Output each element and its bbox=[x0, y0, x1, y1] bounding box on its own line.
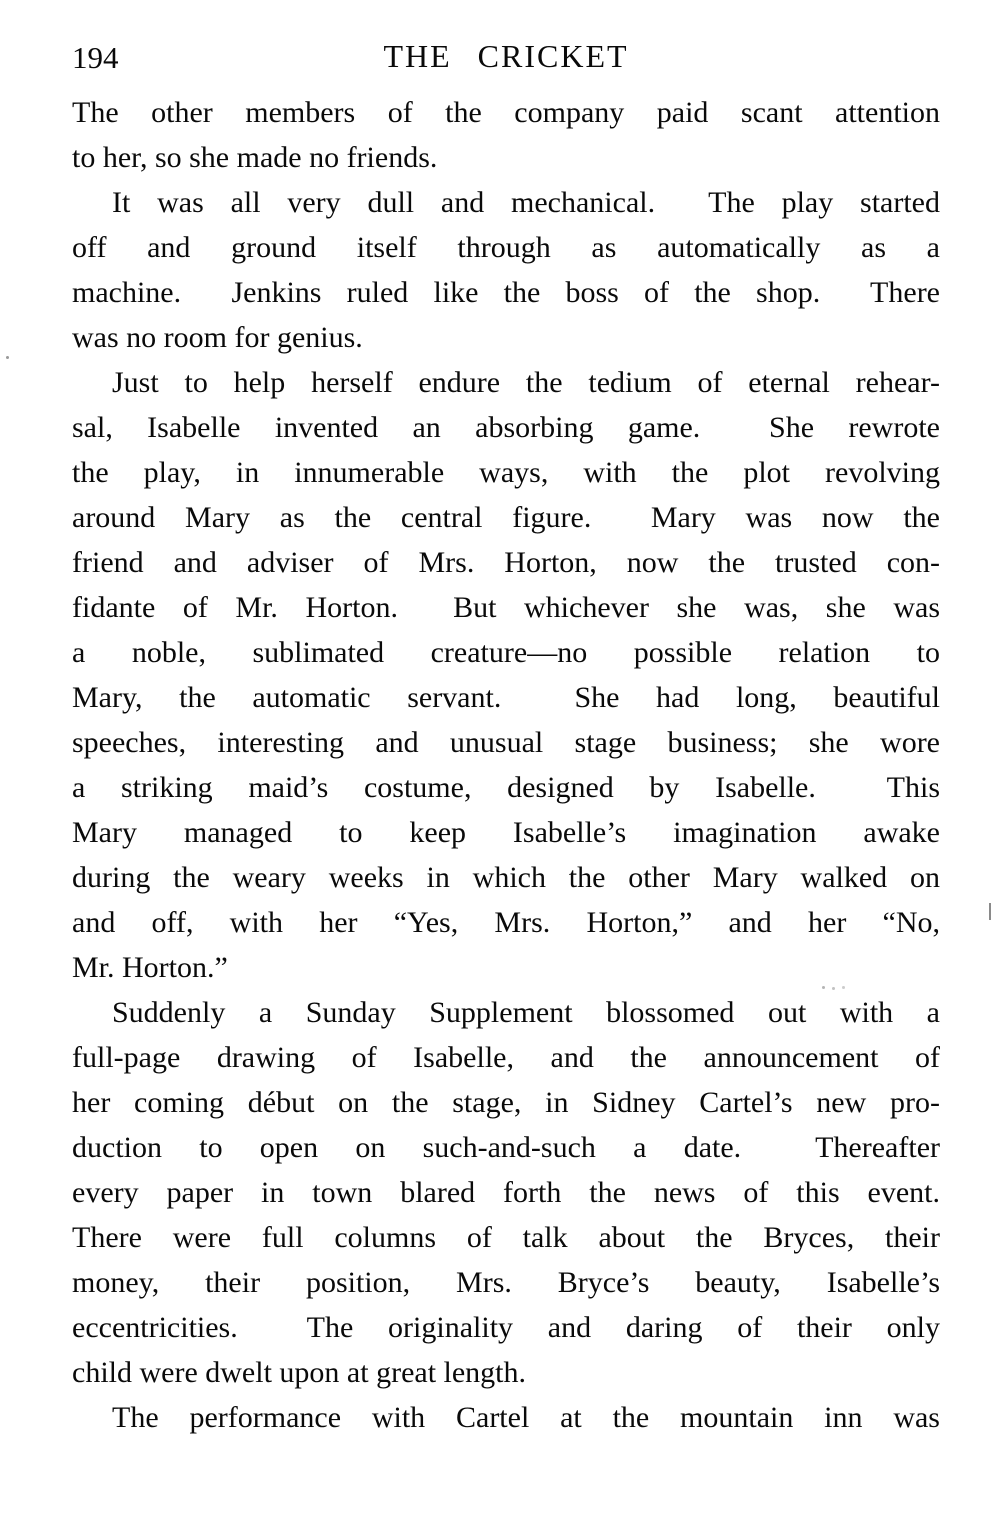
text-line: money, their position, Mrs. Bryce’s beauty, Isabelle’s bbox=[72, 1266, 940, 1299]
text-line: eccentricities. The originality and daring of their only bbox=[72, 1311, 940, 1344]
text-line: machine. Jenkins ruled like the boss of the shop. There bbox=[72, 276, 940, 309]
scan-artifact-dots bbox=[822, 986, 825, 989]
text-line: fidante of Mr. Horton. But whichever she was, she was bbox=[72, 591, 940, 624]
paragraph bbox=[72, 90, 940, 180]
text-line: a striking maid’s costume, designed by Isabelle. This bbox=[72, 771, 940, 804]
paragraph bbox=[72, 180, 940, 360]
text-line: speeches, interesting and unusual stage business; she wore bbox=[72, 726, 940, 759]
text-line: Mary managed to keep Isabelle’s imagination awake bbox=[72, 816, 940, 849]
text-line: child were dwelt upon at great length. bbox=[72, 1356, 527, 1389]
text-line: Just to help herself endure the tedium of eternal rehear- bbox=[112, 366, 940, 399]
text-line: her coming début on the stage, in Sidney Cartel’s new pro- bbox=[72, 1086, 940, 1119]
text-line: The other members of the company paid scant attention bbox=[72, 96, 940, 129]
page-header bbox=[72, 38, 940, 80]
text-line: full-page drawing of Isabelle, and the announcement of bbox=[72, 1041, 940, 1074]
text-line: and off, with her “Yes, Mrs. Horton,” and her “No, bbox=[72, 906, 940, 939]
page-number: 194 bbox=[72, 40, 119, 75]
paragraph bbox=[72, 360, 940, 990]
page-body bbox=[72, 90, 940, 1440]
text-line: to her, so she made no friends. bbox=[72, 141, 438, 174]
scan-artifact-dot bbox=[6, 356, 9, 359]
text-line: every paper in town blared forth the news of this event. bbox=[72, 1176, 940, 1209]
text-line: friend and adviser of Mrs. Horton, now the trusted con- bbox=[72, 546, 940, 579]
text-line: Mr. Horton.” bbox=[72, 951, 228, 984]
paragraph bbox=[72, 990, 940, 1395]
text-line: off and ground itself through as automatically as a bbox=[72, 231, 940, 264]
text-line: It was all very dull and mechanical. The play started bbox=[112, 186, 940, 219]
text-line: There were full columns of talk about the Bryces, their bbox=[72, 1221, 940, 1254]
text-line: during the weary weeks in which the other Mary walked on bbox=[72, 861, 940, 894]
text-line: around Mary as the central figure. Mary was now the bbox=[72, 501, 940, 534]
text-line: a noble, sublimated creature—no possible relation to bbox=[72, 636, 940, 669]
text-line: Suddenly a Sunday Supplement blossomed out with a bbox=[112, 996, 940, 1029]
text-line: the play, in innumerable ways, with the plot revolving bbox=[72, 456, 940, 489]
running-title: THE CRICKET bbox=[383, 38, 629, 74]
text-line: duction to open on such-and-such a date. Thereafter bbox=[72, 1131, 940, 1164]
paragraph bbox=[72, 1395, 940, 1440]
scan-artifact-tick bbox=[989, 903, 991, 920]
text-line: Mary, the automatic servant. She had long, beautiful bbox=[72, 681, 940, 714]
text-line: was no room for genius. bbox=[72, 321, 363, 354]
text-line: sal, Isabelle invented an absorbing game. She rewrote bbox=[72, 411, 940, 444]
text-line: The performance with Cartel at the mountain inn was bbox=[112, 1401, 940, 1434]
